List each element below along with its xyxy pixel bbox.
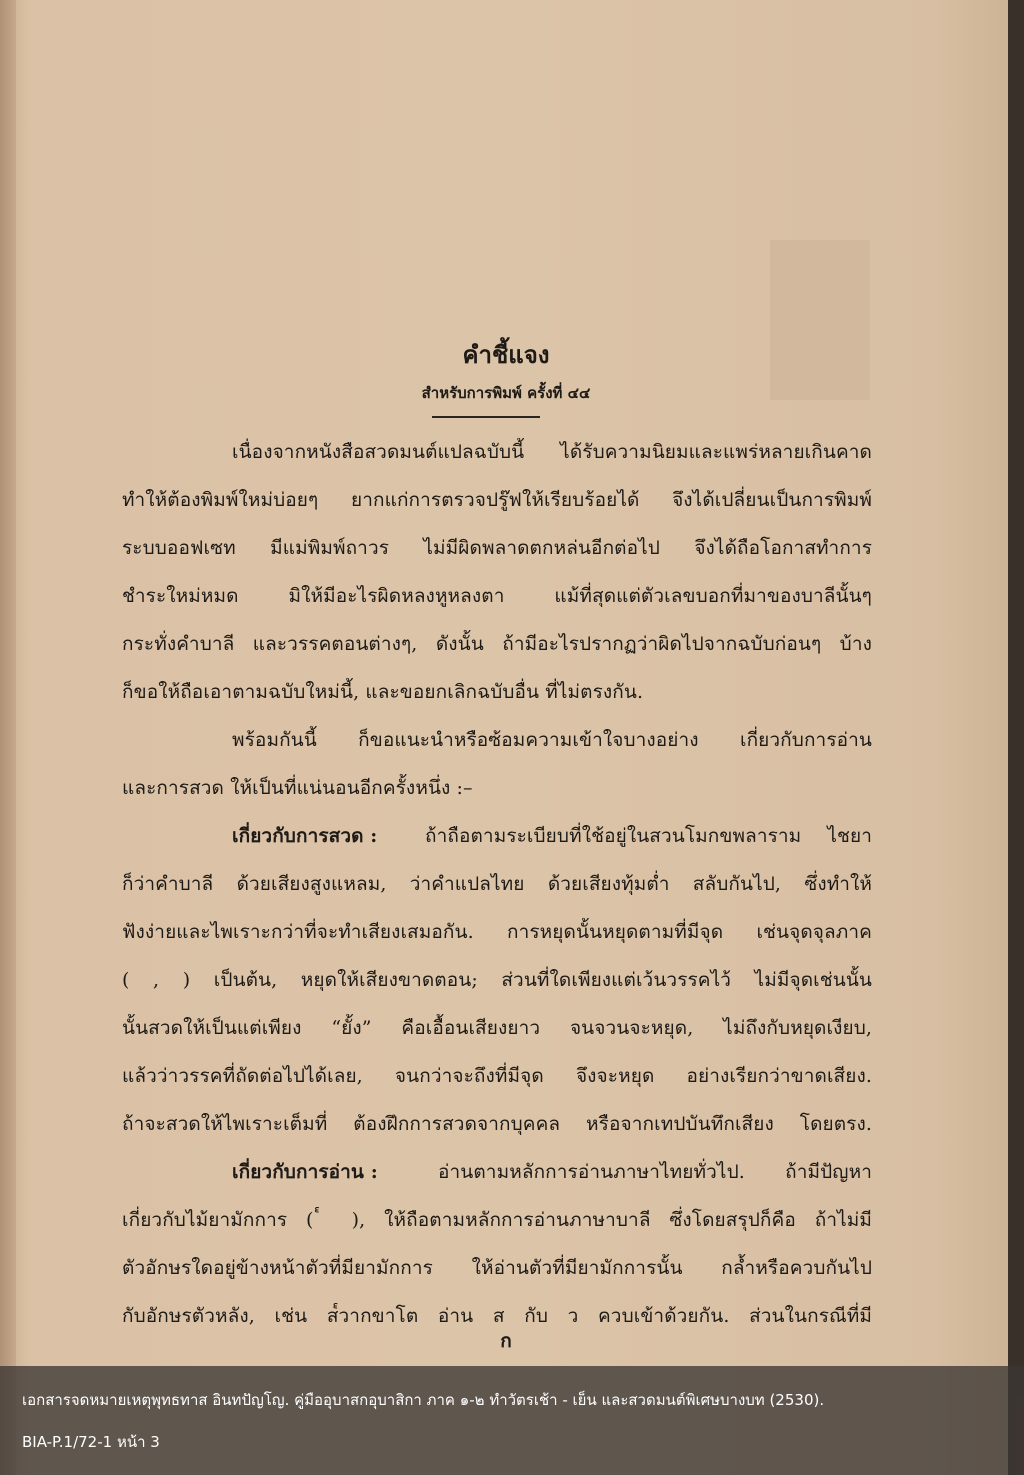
text-line: กระทั่งคำบาลี และวรรคตอนต่างๆ, ดังนั้น ถ้ามีอะไรปรากฏว่าผิดไปจากฉบับก่อนๆ บ้าง [122,633,872,655]
text-line: ตัวอักษรใดอยู่ข้างหน้าตัวที่มียามักการ ให้อ่านตัวที่มียามักการนั้น กล้ำหรือควบกันไป [122,1257,872,1279]
text-line: ทำให้ต้องพิมพ์ใหม่บ่อยๆ ยากแก่การตรวจปรู๊ฟให้เรียบร้อยได้ จึงได้เปลี่ยนเป็นการพิมพ์ [122,489,872,511]
text-line: ฟังง่ายและไพเราะกว่าที่จะทำเสียงเสมอกัน. การหยุดนั้นหยุดตามที่มีจุด เช่นจุดจุลภาค [122,921,872,943]
document-title: คำชี้แจง [462,340,550,369]
heading-chanting [232,824,432,848]
text-line: พร้อมกันนี้ ก็ขอแนะนำหรือซ้อมความเข้าใจบางอย่าง เกี่ยวกับการอ่าน [232,729,872,751]
page-binding-edge [0,0,16,1475]
title-divider [432,416,540,418]
show-through-shadow [770,240,870,400]
text-line: อ่านตามหลักการอ่านภาษาไทยทั่วไป. ถ้ามีปัญหา [438,1161,872,1183]
page-right-edge [1008,0,1024,1475]
archive-caption-bar [0,1366,1024,1475]
text-line: แล้วว่าวรรคที่ถัดต่อไปได้เลย, จนกว่าจะถึงที่มีจุด จึงจะหยุด อย่างเรียกว่าขาดเสียง. [122,1065,872,1087]
text-line: เกี่ยวกับไม้ยามักการ ( ๎ ), ให้ถือตามหลักการอ่านภาษาบาลี ซึ่งโดยสรุปก็คือ ถ้าไม่มี [122,1209,872,1231]
text-line: ถ้าจะสวดให้ไพเราะเต็มที่ ต้องฝึกการสวดจากบุคคล หรือจากเทปบันทึกเสียง โดยตรง. [122,1113,872,1135]
document-subtitle: สำหรับการพิมพ์ ครั้งที่ ๔๔ [421,384,591,402]
text-line: และการสวด ให้เป็นที่แน่นอนอีกครั้งหนึ่ง :– [122,777,473,799]
heading-reading [232,1160,432,1184]
heading-chanting-label: เกี่ยวกับการสวด : [232,825,378,847]
text-line: ก็ขอให้ถือเอาตามฉบับใหม่นี้, และขอยกเลิกฉบับอื่น ที่ไม่ตรงกัน. [122,681,644,703]
caption-reference: BIA-P.1/72-1 หน้า 3 [22,1433,160,1451]
text-line: ถ้าถือตามระเบียบที่ใช้อยู่ในสวนโมกขพลาราม ไชยา [425,825,872,847]
page-number: ก [500,1330,512,1352]
text-line: นั้นสวดให้เป็นแต่เพียง “ยั้ง” คือเอื้อนเสียงยาว จนจวนจะหยุด, ไม่ถึงกับหยุดเงียบ, [122,1017,872,1039]
text-line: เนื่องจากหนังสือสวดมนต์แปลฉบับนี้ ได้รับความนิยมและแพร่หลายเกินคาด [232,441,872,463]
heading-reading-label: เกี่ยวกับการอ่าน : [232,1161,378,1183]
caption-title: เอกสารจดหมายเหตุพุทธทาส อินทปัญโญ. คู่มืออุบาสกอุบาสิกา ภาค ๑-๒ ทำวัตรเช้า - เย็น และสวดมนต์พิเศษบางบท (2530). [22,1391,825,1409]
text-line: ( , ) เป็นต้น, หยุดให้เสียงขาดตอน; ส่วนที่ใดเพียงแต่เว้นวรรคไว้ ไม่มีจุดเช่นนั้น [122,969,872,991]
text-line: ชำระใหม่หมด มิให้มีอะไรผิดหลงหูหลงตา แม้ที่สุดแต่ตัวเลขบอกที่มาของบาลีนั้นๆ [122,585,872,607]
text-line: ระบบออฟเซท มีแม่พิมพ์ถาวร ไม่มีผิดพลาดตกหล่นอีกต่อไป จึงได้ถือโอกาสทำการ [122,537,872,559]
text-line: กับอักษรตัวหลัง, เช่น ส๎วากขาโต อ่าน ส กับ ว ควบเข้าด้วยกัน. ส่วนในกรณีที่มี [122,1305,872,1327]
text-line: ก็ว่าคำบาลี ด้วยเสียงสูงแหลม, ว่าคำแปลไทย ด้วยเสียงทุ้มต่ำ สลับกันไป, ซึ่งทำให้ [122,873,872,895]
